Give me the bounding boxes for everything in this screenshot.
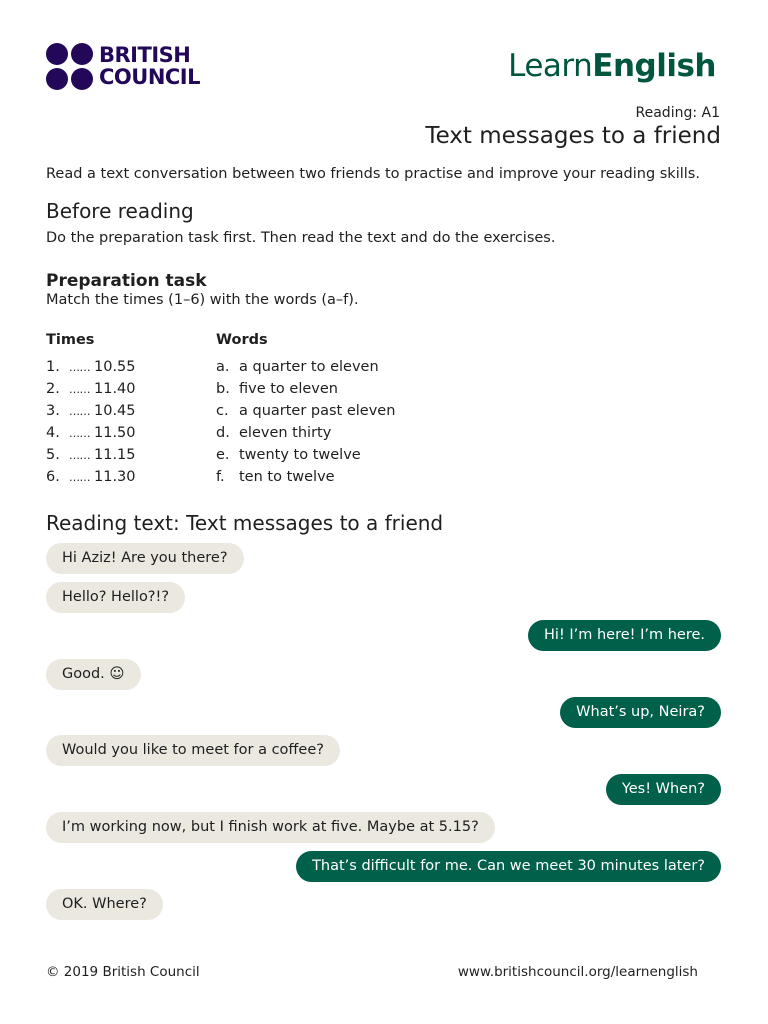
time-number: 4. <box>46 425 60 441</box>
word-text: a quarter to eleven <box>239 359 379 375</box>
preparation-instruction: Match the times (1–6) with the words (a–f). <box>46 292 359 308</box>
preparation-task-heading: Preparation task <box>46 271 207 291</box>
times-row <box>46 400 136 422</box>
word-text: a quarter past eleven <box>239 403 396 419</box>
logo-line-2: COUNCIL <box>99 64 200 89</box>
words-row <box>216 378 395 400</box>
word-letter: d. <box>216 425 230 441</box>
word-text: eleven thirty <box>239 425 332 441</box>
word-text: twenty to twelve <box>239 447 361 463</box>
time-number: 6. <box>46 469 60 485</box>
times-row <box>46 378 136 400</box>
time-number: 5. <box>46 447 60 463</box>
logo-dots-icon <box>46 43 93 90</box>
before-reading-heading: Before reading <box>46 199 194 223</box>
message-bubble-left: OK. Where? <box>46 889 163 920</box>
time-value: 11.30 <box>94 469 136 485</box>
page-title: Text messages to a friend <box>425 123 721 149</box>
words-list <box>216 356 395 488</box>
time-value: 11.40 <box>94 381 136 397</box>
time-value: 11.15 <box>94 447 136 463</box>
word-text: five to eleven <box>239 381 338 397</box>
footer-url[interactable]: www.britishcouncil.org/learnenglish <box>457 964 698 980</box>
logo-line-1: BRITISH <box>99 42 191 67</box>
brand-part-1: Learn <box>508 48 593 84</box>
level-label: Reading: A1 <box>635 105 720 121</box>
word-letter: e. <box>216 447 230 463</box>
times-row <box>46 356 136 378</box>
before-reading-text: Do the preparation task first. Then read the text and do the exercises. <box>46 230 556 246</box>
reading-text-heading: Reading text: Text messages to a friend <box>46 511 444 535</box>
answer-blank: …… <box>69 361 90 374</box>
times-row <box>46 466 136 488</box>
message-bubble-right: That’s difficult for me. Can we meet 30 minutes later? <box>296 851 721 882</box>
logo-text <box>99 42 200 89</box>
word-text: ten to twelve <box>239 469 335 485</box>
time-value: 11.50 <box>94 425 136 441</box>
times-row <box>46 444 136 466</box>
learnenglish-brand <box>508 48 716 84</box>
message-bubble-left: Would you like to meet for a coffee? <box>46 735 340 766</box>
message-bubble-left: Hi Aziz! Are you there? <box>46 543 244 574</box>
answer-blank: …… <box>69 383 90 396</box>
times-row <box>46 422 136 444</box>
word-letter: f. <box>216 469 225 485</box>
message-bubble-left: I’m working now, but I finish work at five. Maybe at 5.15? <box>46 812 495 843</box>
answer-blank: …… <box>69 449 90 462</box>
word-letter: a. <box>216 359 230 375</box>
intro-text: Read a text conversation between two friends to practise and improve your reading skills. <box>46 166 700 182</box>
message-bubble-right: What’s up, Neira? <box>560 697 721 728</box>
message-bubble-right: Hi! I’m here! I’m here. <box>528 620 721 651</box>
word-letter: c. <box>216 403 229 419</box>
words-row <box>216 356 395 378</box>
words-row <box>216 444 395 466</box>
answer-blank: …… <box>69 427 90 440</box>
answer-blank: …… <box>69 471 90 484</box>
time-value: 10.55 <box>94 359 136 375</box>
message-bubble-right: Yes! When? <box>606 774 721 805</box>
words-row <box>216 422 395 444</box>
time-number: 3. <box>46 403 60 419</box>
words-row <box>216 466 395 488</box>
times-header: Times <box>46 332 95 348</box>
british-council-logo <box>46 43 200 90</box>
word-letter: b. <box>216 381 230 397</box>
answer-blank: …… <box>69 405 90 418</box>
message-bubble-left: Good. ☺ <box>46 659 141 690</box>
brand-part-2: English <box>592 48 716 84</box>
footer-copyright: © 2019 British Council <box>46 964 200 980</box>
time-value: 10.45 <box>94 403 136 419</box>
time-number: 1. <box>46 359 60 375</box>
time-number: 2. <box>46 381 60 397</box>
times-list <box>46 356 136 488</box>
words-row <box>216 400 395 422</box>
message-bubble-left: Hello? Hello?!? <box>46 582 185 613</box>
words-header: Words <box>216 332 268 348</box>
